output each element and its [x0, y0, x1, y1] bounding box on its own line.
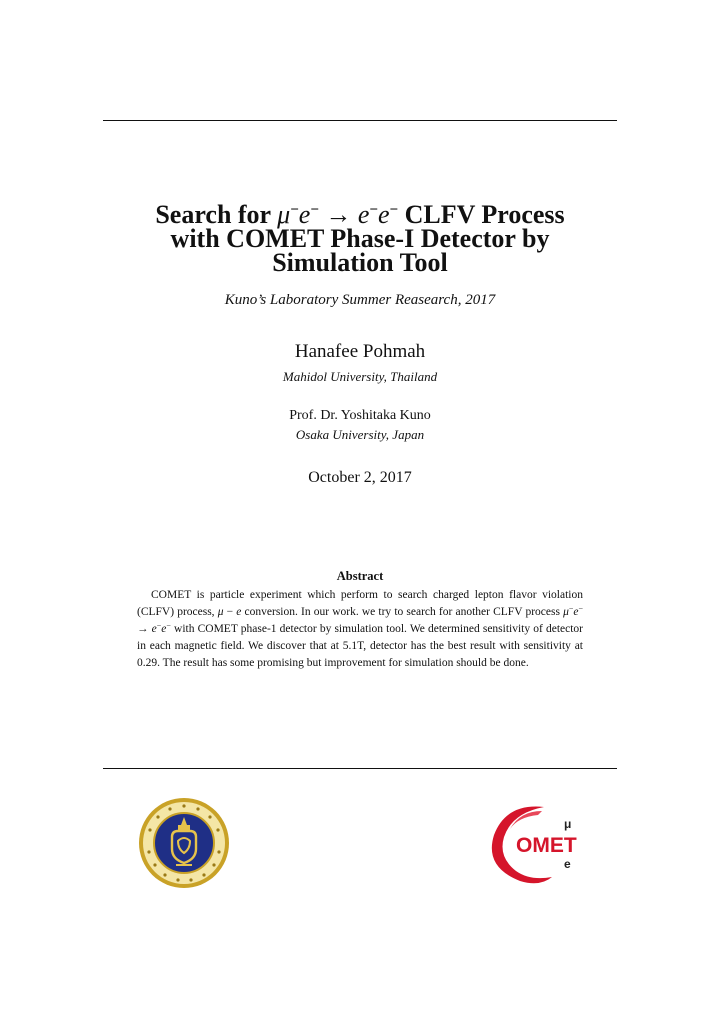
author-affiliation: Mahidol University, Thailand [282, 369, 438, 384]
title-line-3: Simulation Tool [272, 248, 448, 277]
author-name: Hanafee Pohmah [294, 341, 426, 362]
comet-logo-icon [486, 801, 582, 885]
subtitle: Kuno’s Laboratory Summer Reasearch, 2017 [224, 292, 496, 308]
advisor-affiliation: Osaka University, Japan [295, 427, 425, 442]
page-title [103, 200, 617, 277]
advisor-name: Prof. Dr. Yoshitaka Kuno [289, 408, 431, 423]
comet-logo-text: OMET [516, 834, 577, 857]
bottom-rule [103, 768, 617, 769]
title-line-1: Search for μ−e− → e−e− CLFV Process [155, 200, 565, 229]
top-rule [103, 120, 617, 121]
comet-logo-e: e [564, 857, 571, 871]
title-line-2: with COMET Phase-I Detector by [170, 224, 550, 253]
mahidol-university-logo-icon [138, 797, 230, 889]
date: October 2, 2017 [308, 469, 412, 486]
abstract-heading: Abstract [336, 569, 384, 583]
abstract-text: COMET is particle experiment which perform to search charged lepton flavor violation (CLFV) process, μ − e conversion. In our work. we try to search for another CLFV process μ−e− → e−e− with COMET phase-1 detector by simulation tool. We determined sensitivity of detector in each magnetic field. We discover that at 5.1T, detector has the best result with sensitivity at 0.29. The result has some promising but improvement for simulation should be done. [137, 589, 584, 669]
comet-logo-mu: μ [564, 817, 572, 831]
